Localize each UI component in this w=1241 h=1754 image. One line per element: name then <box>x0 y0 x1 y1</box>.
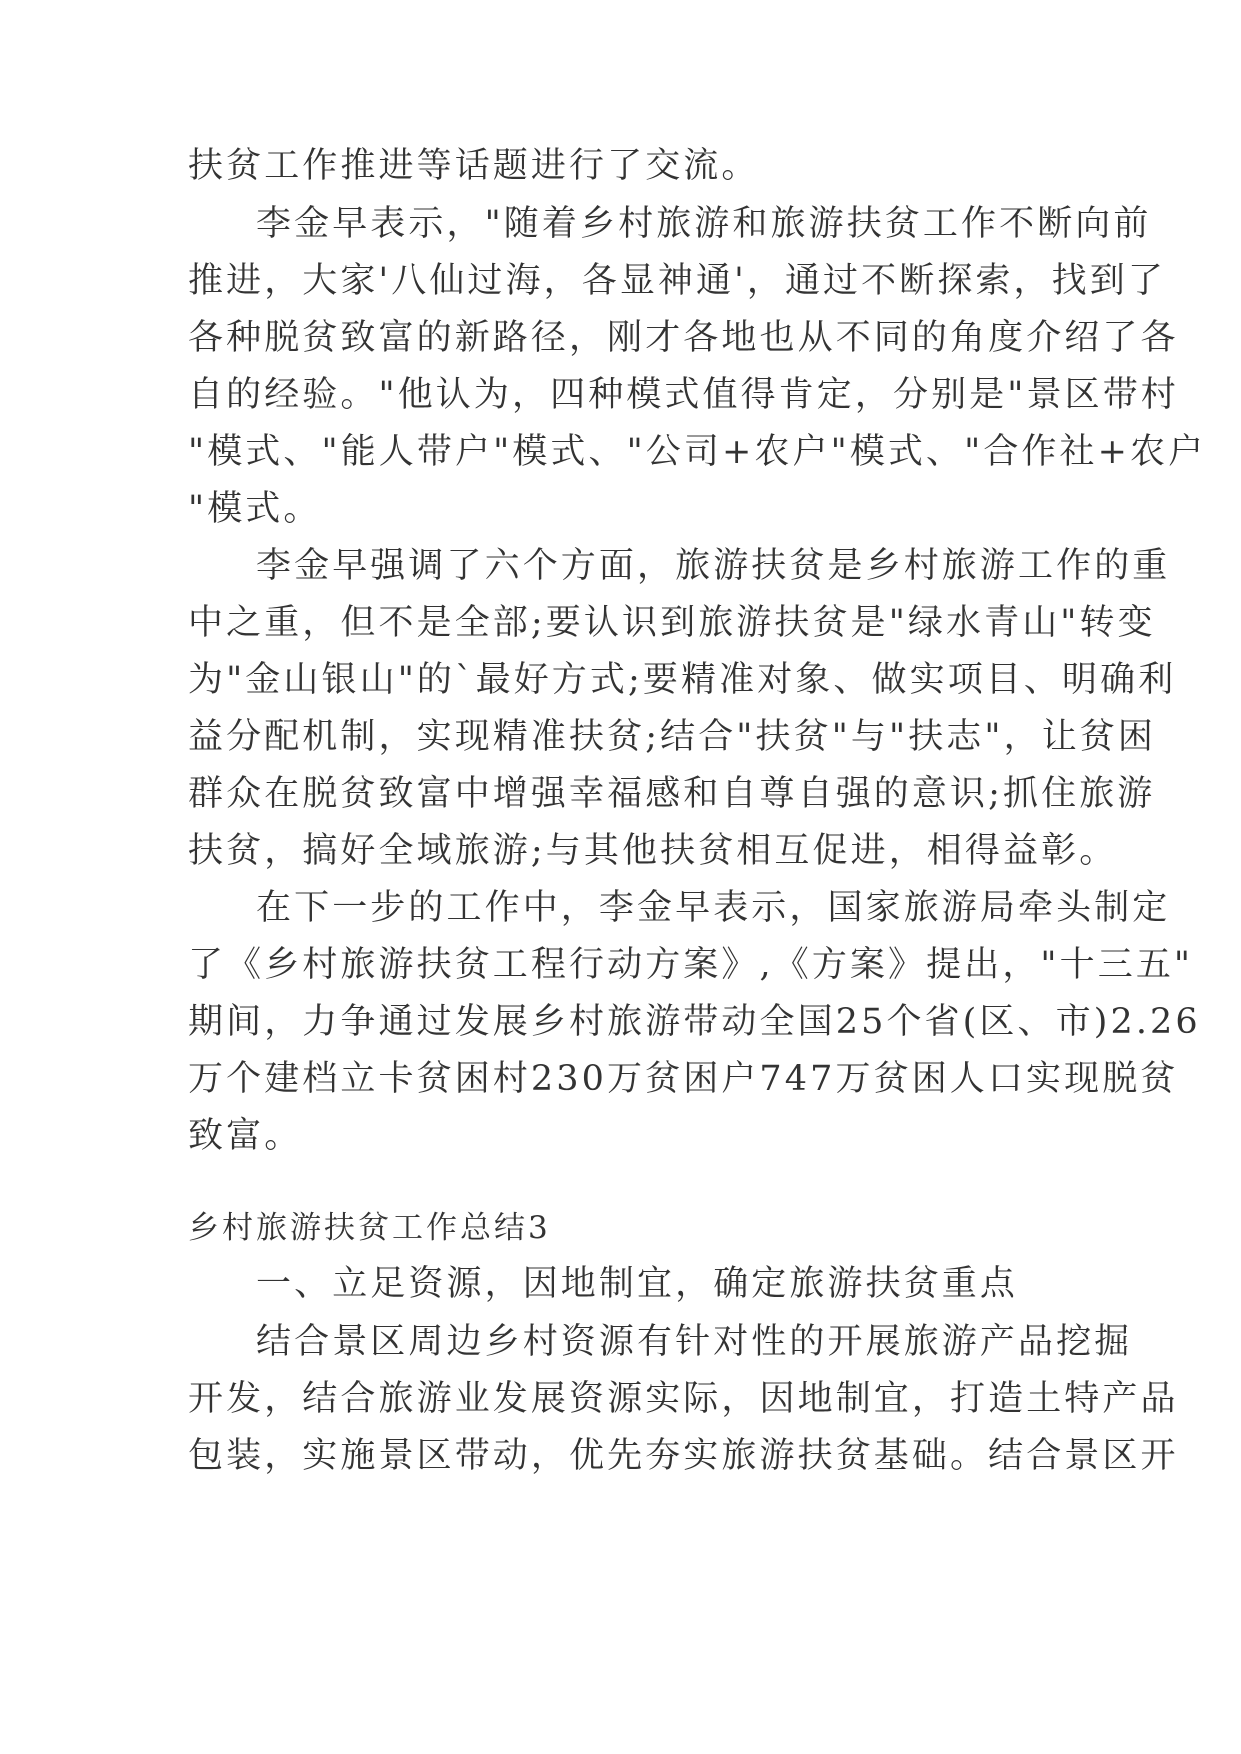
paragraph-line: 致富。 <box>188 1116 303 1156</box>
paragraph-line: 群众在脱贫致富中增强幸福感和自尊自强的意识;抓住旅游 <box>188 774 1156 814</box>
paragraph-line: "模式。 <box>188 489 322 529</box>
paragraph-line: "模式、"能人带户"模式、"公司+农户"模式、"合作社+农户 <box>188 432 1207 472</box>
section-title: 乡村旅游扶贫工作总结3 <box>188 1210 551 1246</box>
paragraph-line: 自的经验。"他认为，四种模式值得肯定，分别是"景区带村 <box>188 375 1179 415</box>
paragraph-line: 李金早表示，"随着乡村旅游和旅游扶贫工作不断向前 <box>256 204 1152 244</box>
paragraph-line: 李金早强调了六个方面，旅游扶贫是乡村旅游工作的重 <box>256 546 1171 586</box>
paragraph-line: 益分配机制，实现精准扶贫;结合"扶贫"与"扶志"，让贫困 <box>188 717 1156 757</box>
paragraph-line: 了《乡村旅游扶贫工程行动方案》,《方案》提出，"十三五" <box>188 945 1194 985</box>
paragraph-line: 推进，大家'八仙过海，各显神通'，通过不断探索，找到了 <box>188 261 1166 301</box>
paragraph-line: 为"金山银山"的`最好方式;要精准对象、做实项目、明确利 <box>188 660 1177 700</box>
paragraph-line: 开发，结合旅游业发展资源实际，因地制宜，打造土特产品 <box>188 1379 1179 1419</box>
paragraph-line: 在下一步的工作中，李金早表示，国家旅游局牵头制定 <box>256 888 1171 928</box>
paragraph-line: 包装，实施景区带动，优先夯实旅游扶贫基础。结合景区开 <box>188 1436 1179 1476</box>
paragraph-line: 各种脱贫致富的新路径，刚才各地也从不同的角度介绍了各 <box>188 318 1179 358</box>
paragraph-line: 中之重，但不是全部;要认识到旅游扶贫是"绿水青山"转变 <box>188 603 1156 643</box>
paragraph-line: 扶贫，搞好全域旅游;与其他扶贫相互促进，相得益彰。 <box>188 831 1118 871</box>
paragraph-line: 扶贫工作推进等话题进行了交流。 <box>188 146 760 186</box>
paragraph-line: 万个建档立卡贫困村230万贫困户747万贫困人口实现脱贫 <box>188 1059 1179 1099</box>
section-heading-line: 一、立足资源，因地制宜，确定旅游扶贫重点 <box>256 1264 1019 1304</box>
paragraph-line: 期间，力争通过发展乡村旅游带动全国25个省(区、市)2.26 <box>188 1002 1201 1042</box>
paragraph-line: 结合景区周边乡村资源有针对性的开展旅游产品挖掘 <box>256 1322 1133 1362</box>
